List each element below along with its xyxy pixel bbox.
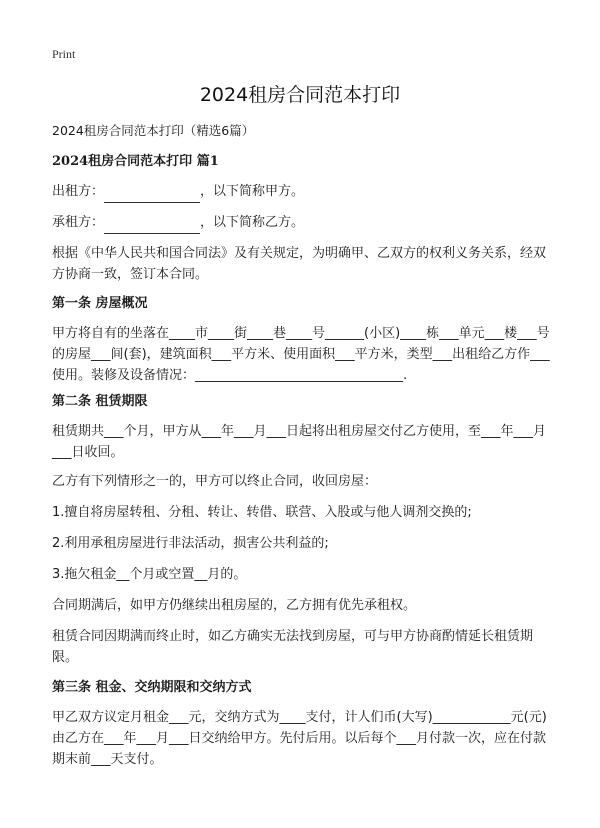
- article2-item3: 3.拖欠租金__个月或空置__月的。: [52, 567, 247, 582]
- article1-heading: 第一条 房屋概况: [52, 296, 148, 311]
- article1-text: 甲方将自有的坐落在____市____街____巷____号______(小区)____栋___单元___楼___号的房屋___间(套)，建筑面积___平方米、使用面积___平方米，类型___出租给乙方作___使用。装修及设备情况：________________________________.: [52, 326, 550, 383]
- article2-text3: 合同期满后，如甲方仍继续出租房屋的，乙方拥有优先承租权。: [52, 598, 417, 613]
- lessor-blank: [104, 181, 200, 203]
- preamble-paragraph: 根据《中华人民共和国合同法》及有关规定，为明确甲、乙双方的权利义务关系，经双方协商一致，签订本合同。: [52, 246, 547, 282]
- article2-text2: 乙方有下列情形之一的，甲方可以终止合同，收回房屋：: [52, 474, 378, 489]
- article3-heading: 第三条 租金、交纳期限和交纳方式: [52, 680, 252, 695]
- article3-text1: 甲乙双方议定月租金___元，交纳方式为____支付，计人们币(大写)____________元(元)由乙方在___年___月___日交纳给甲方。先付后用。以后每个___月付款一次，应在付款期末前___天支付。: [52, 710, 547, 767]
- lessee-blank: [104, 212, 200, 234]
- document-title: 2024租房合同范本打印: [199, 84, 401, 106]
- article2-heading: 第二条 租赁期限: [52, 394, 148, 409]
- lessee-suffix: ，以下简称乙方。: [200, 215, 305, 230]
- part-heading: 2024租房合同范本打印 篇1: [52, 154, 219, 169]
- document-subtitle: 2024租房合同范本打印（精选6篇）: [52, 123, 255, 138]
- lessor-label: 出租方：: [52, 184, 105, 199]
- lessor-suffix: ，以下简称甲方。: [200, 184, 305, 199]
- print-link[interactable]: Print: [52, 47, 76, 61]
- lessee-line: [52, 212, 552, 234]
- article2-text1: 租赁期共___个月，甲方从___年___月___日起将出租房屋交付乙方使用，至___年___月___日收回。: [52, 424, 547, 460]
- article2-item2: 2.利用承租房屋进行非法活动，损害公共利益的;: [52, 536, 329, 551]
- lessor-line: [52, 181, 552, 203]
- article2-text4: 租赁合同因期满而终止时，如乙方确实无法找到房屋，可与甲方协商酌情延长租赁期限。: [52, 629, 534, 665]
- lessee-label: 承租方：: [52, 215, 105, 230]
- article2-item1: 1.擅自将房屋转租、分租、转让、转借、联营、入股或与他人调剂交换的;: [52, 505, 472, 520]
